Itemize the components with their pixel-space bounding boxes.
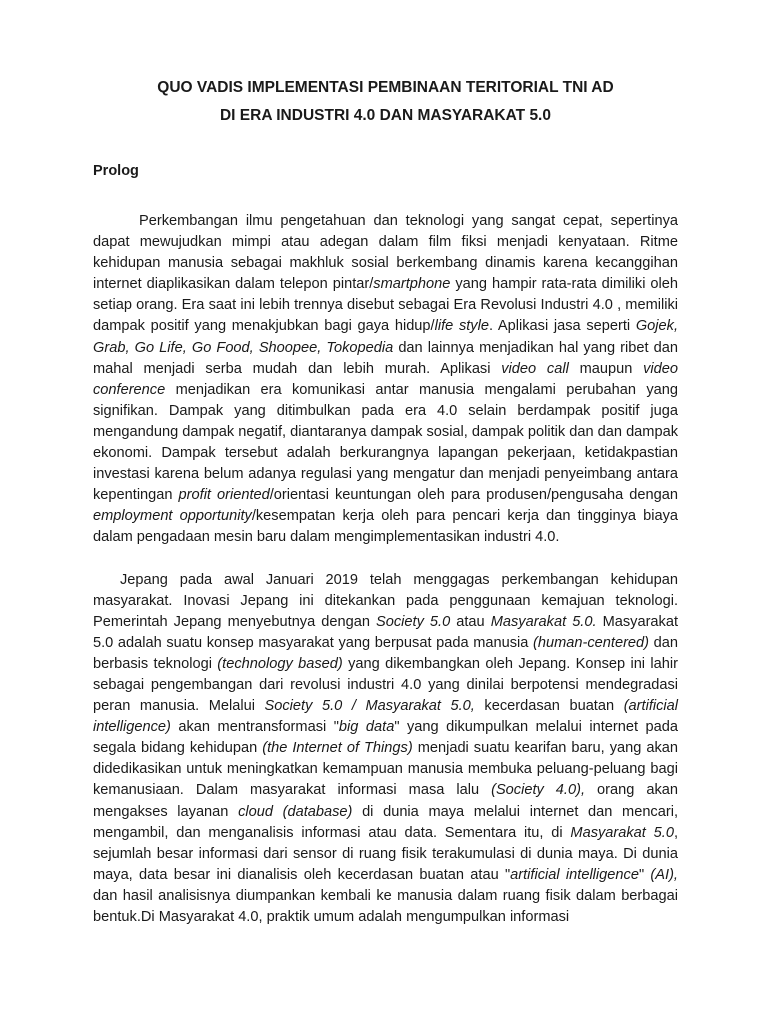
italic-run: (technology based) bbox=[217, 655, 343, 672]
italic-run: big data bbox=[338, 719, 395, 736]
text-run: Perkembangan ilmu pengetahuan dan teknologi yang sangat cepat, sepertinya dapat mewujudkan mimpi atau adegan dalam film fiksi menjadi kenyataan. Ritme kehidupan manusia sebagai makhluk sosial berkembang dinamis karena kecanggihan internet diaplikasikan dalam telepon pintar/ bbox=[93, 213, 678, 293]
text-run: /orientasi keuntungan oleh para produsen/pengusaha dengan bbox=[269, 487, 678, 504]
italic-run: Society 5.0 / Masyarakat 5.0, bbox=[264, 698, 475, 715]
text-run: maupun bbox=[568, 360, 644, 377]
text-run: di dunia maya melalui internet dan mencari, mengambil, dan menganalisis informasi atau data. Sementara itu, di bbox=[93, 803, 679, 841]
italic-run: video conference bbox=[93, 360, 678, 398]
italic-run: (Society 4.0), bbox=[491, 782, 585, 799]
text-run: menjadi suatu kearifan baru, yang akan didedikasikan untuk meningkatkan kemampuan manusia membuka peluang-peluang bagi kemanusiaan. Dalam masyarakat informasi masa lalu bbox=[93, 740, 678, 799]
text-run: akan mentransformasi " bbox=[170, 719, 339, 736]
text-run: " yang dikumpulkan melalui internet pada segala bidang kehidupan bbox=[93, 719, 678, 757]
italic-run: Masyarakat 5.0. bbox=[490, 613, 597, 630]
italic-run: cloud (database) bbox=[238, 803, 353, 820]
italic-run: smartphone bbox=[373, 276, 451, 293]
italic-run: Gojek, Grab, Go Life, Go Food, Shoopee, Tokopedia bbox=[93, 318, 679, 356]
italic-run: (the Internet of Things) bbox=[262, 740, 413, 757]
italic-run: artificial intelligence bbox=[510, 866, 639, 883]
section-heading: Prolog bbox=[93, 163, 139, 179]
text-run: /kesempatan kerja oleh para pencari kerja dan tingginya biaya dalam pengadaan mesin baru dalam mengimplementasikan industri 4.0. bbox=[93, 508, 679, 546]
text-run: dan lainnya menjadikan hal yang ribet dan mahal menjadi serba mudah dan lebih murah. Aplikasi bbox=[93, 339, 678, 377]
italic-run: life style bbox=[434, 318, 489, 335]
text-run: , sejumlah besar informasi dari sensor di ruang fisik terakumulasi di dunia maya. Di dunia maya, data besar ini dianalisis oleh kecerdasan buatan atau " bbox=[93, 824, 678, 883]
paragraph-2 bbox=[93, 570, 678, 929]
text-run: dan hasil analisisnya diumpankan kembali ke manusia dalam ruang fisik dalam berbagai bentuk.Di Masyarakat 4.0, praktik umum adalah mengumpulkan informasi bbox=[93, 887, 678, 925]
text-run: yang dikembangkan oleh Jepang. Konsep ini lahir sebagai pengembangan dari revolusi industri 4.0 yang dinilai berpotensi mendegradasi peran manusia. Melalui bbox=[93, 655, 678, 715]
italic-run: (human-centered) bbox=[533, 634, 650, 651]
italic-run: profit oriented bbox=[178, 487, 270, 504]
italic-run: (artificial intelligence) bbox=[93, 698, 679, 736]
text-run: dan berbasis teknologi bbox=[93, 634, 679, 672]
text-run: Masyarakat 5.0 adalah suatu konsep masyarakat yang berpusat pada manusia bbox=[93, 613, 679, 651]
text-run: . Aplikasi jasa seperti bbox=[488, 318, 636, 335]
text-run: Jepang pada awal Januari 2019 telah menggagas perkembangan kehidupan masyarakat. Inovasi Jepang ini ditekankan pada penggunaan kemajuan teknologi. Pemerintah Jepang menyebutnya dengan bbox=[93, 571, 678, 630]
italic-run: (AI), bbox=[650, 866, 678, 883]
text-run: " bbox=[638, 866, 651, 883]
text-run: atau bbox=[450, 613, 491, 630]
title-line-1: QUO VADIS IMPLEMENTASI PEMBINAAN TERITORIAL TNI AD bbox=[157, 79, 614, 96]
document-title bbox=[93, 0, 678, 130]
title-line-2: DI ERA INDUSTRI 4.0 DAN MASYARAKAT 5.0 bbox=[219, 107, 551, 124]
paragraph-1 bbox=[93, 211, 678, 549]
text-run: menjadikan era komunikasi antar manusia mengalami perubahan yang signifikan. Dampak yang ditimbulkan pada era 4.0 selain berdampak positif juga mengandung dampak negatif, diantaranya dampak sosial, dampak politik dan dan dampak ekonomi. Dampak tersebut adalah berkurangnya lapangan pekerjaan, ketidakpastian investasi karena belum adanya regulasi yang mengatur dan menjadi penyeimbang antara kepentingan bbox=[93, 381, 678, 504]
italic-run: Masyarakat 5.0 bbox=[570, 824, 674, 841]
text-run: kecerdasan buatan bbox=[474, 698, 624, 715]
text-run: orang akan mengakses layanan bbox=[93, 782, 678, 820]
text-run: yang hampir rata-rata dimiliki oleh setiap orang. Era saat ini lebih trennya disebut sebagai Era Revolusi Industri 4.0 , memiliki dampak positif yang menakjubkan bagi gaya hidup/ bbox=[93, 276, 678, 335]
italic-run: employment opportunity bbox=[93, 508, 252, 525]
italic-run: video call bbox=[501, 360, 569, 377]
italic-run: Society 5.0 bbox=[376, 613, 451, 630]
